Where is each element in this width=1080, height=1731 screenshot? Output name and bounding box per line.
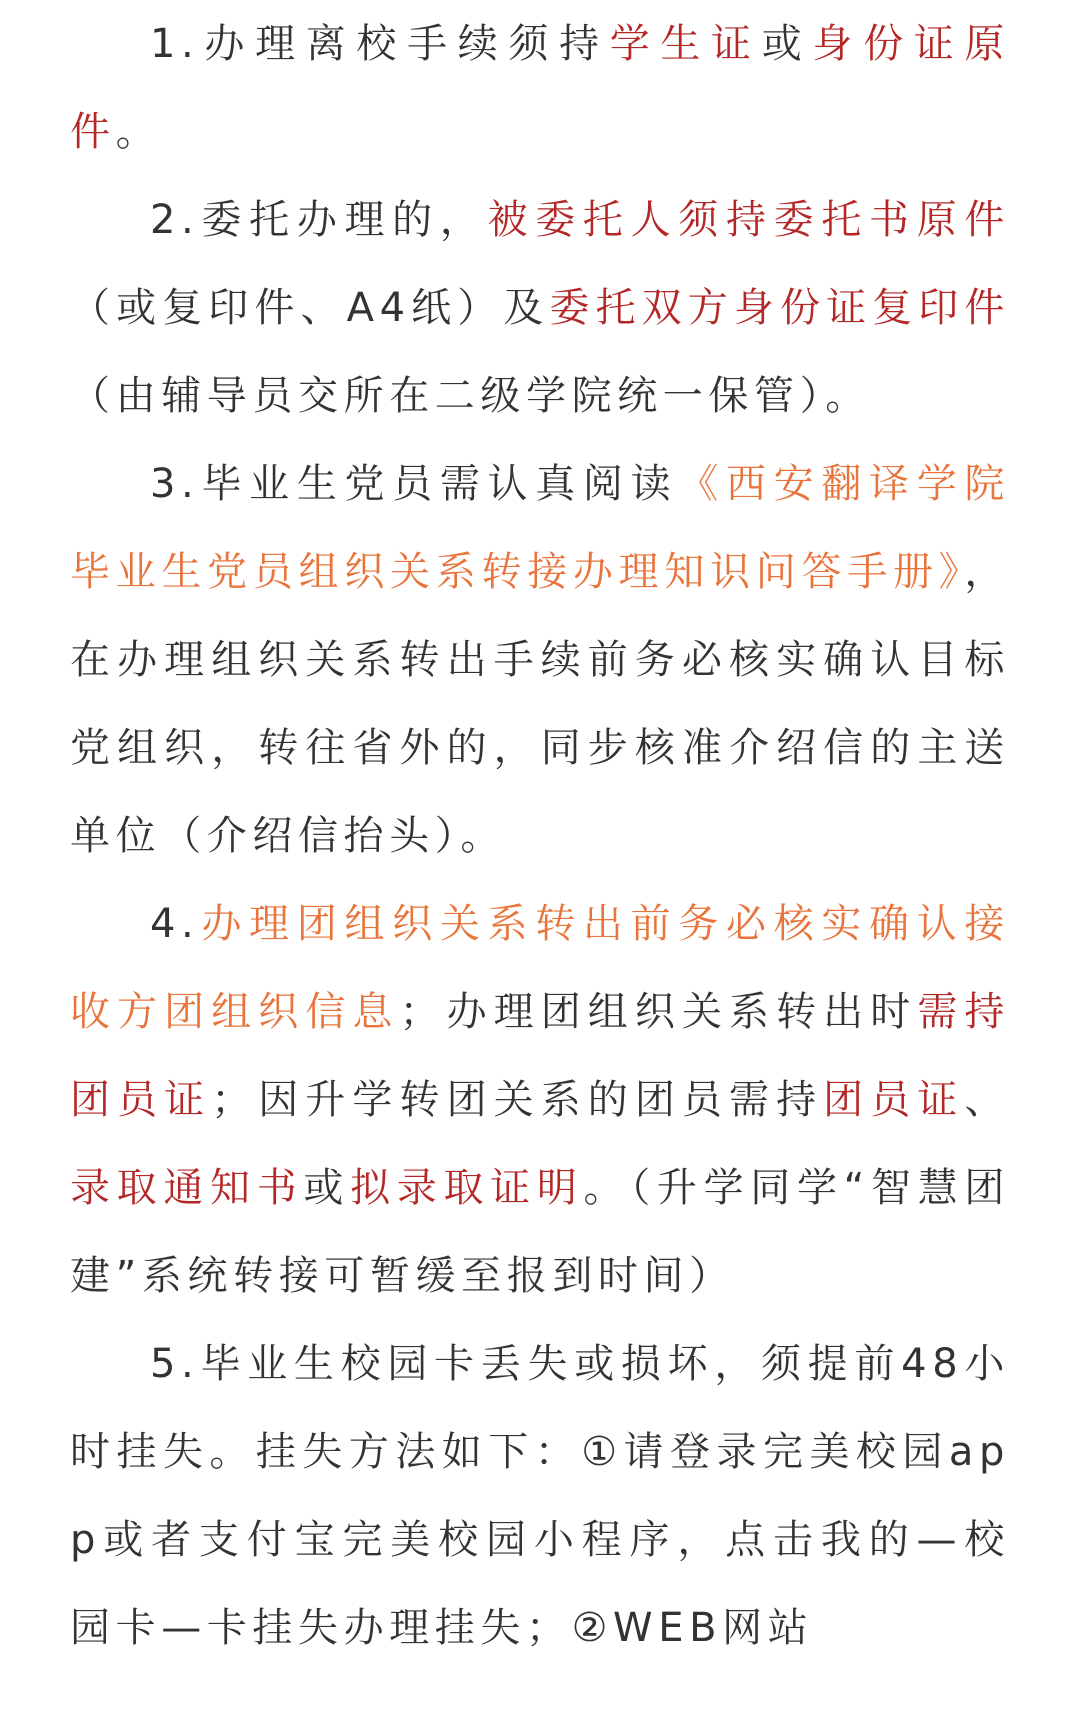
paragraph-item-3-party-transfer: [70, 440, 1010, 880]
highlighted-text: 委托双方身份证复印件: [549, 285, 1011, 331]
text-segment: 2.委托办理的，: [150, 197, 488, 243]
paragraph-item-2-proxy: [70, 176, 1010, 440]
highlighted-text: 拟录取证明: [350, 1165, 584, 1211]
paragraph-item-1-id-documents: [70, 0, 1010, 176]
highlighted-text: 《西安翻译学院毕业生党员组织关系转接办理知识问答手册》: [70, 461, 1010, 595]
text-segment: 或: [761, 21, 813, 67]
text-segment: 。: [115, 109, 162, 155]
highlighted-text: 录取通知书: [70, 1165, 304, 1211]
highlighted-text: 学生证: [609, 21, 762, 67]
text-segment: 5.毕业生校园卡丢失或损坏，须提前48小时挂失。挂失方法如下：①请登录完美校园app或者支付宝完美校园小程序，点击我的—校园卡—卡挂失办理挂失；②WEB网站: [70, 1341, 1010, 1651]
paragraph-item-5-campus-card: [70, 1320, 1010, 1672]
text-segment: 、: [964, 1077, 1010, 1123]
paragraph-item-4-league-transfer: [70, 880, 1010, 1320]
text-segment: ；办理团组织关系转出时: [399, 989, 918, 1035]
text-segment: ，在办理组织关系转出手续前务必核实确认目标党组织，转往省外的，同步核准介绍信的主送单位（介绍信抬头）。: [70, 549, 1010, 859]
text-segment: ；因升学转团关系的团员需持: [211, 1077, 824, 1123]
text-segment: 3.毕业生党员需认真阅读: [150, 461, 679, 507]
article-body: [70, 0, 1010, 1672]
highlighted-text: 办理团组织关系转出前务必核实确认接收方团组织信息: [70, 901, 1010, 1035]
text-segment: 1.办理离校手续须持: [150, 21, 610, 67]
text-segment: 。（升学同学“智慧团建”系统转接可暂缓至报到时间）: [70, 1165, 1010, 1299]
highlighted-text: 身份证原件: [70, 21, 1010, 155]
text-segment: （由辅导员交所在二级学院统一保管）。: [70, 373, 871, 419]
text-segment: 4.: [150, 901, 200, 947]
highlighted-text: 需持团员证: [70, 989, 1011, 1123]
highlighted-text: 团员证: [823, 1077, 965, 1123]
text-segment: （或复印件、A4纸）及: [70, 285, 550, 331]
highlighted-text: 被委托人须持委托书原件: [487, 197, 1010, 243]
text-segment: 或: [303, 1165, 351, 1211]
